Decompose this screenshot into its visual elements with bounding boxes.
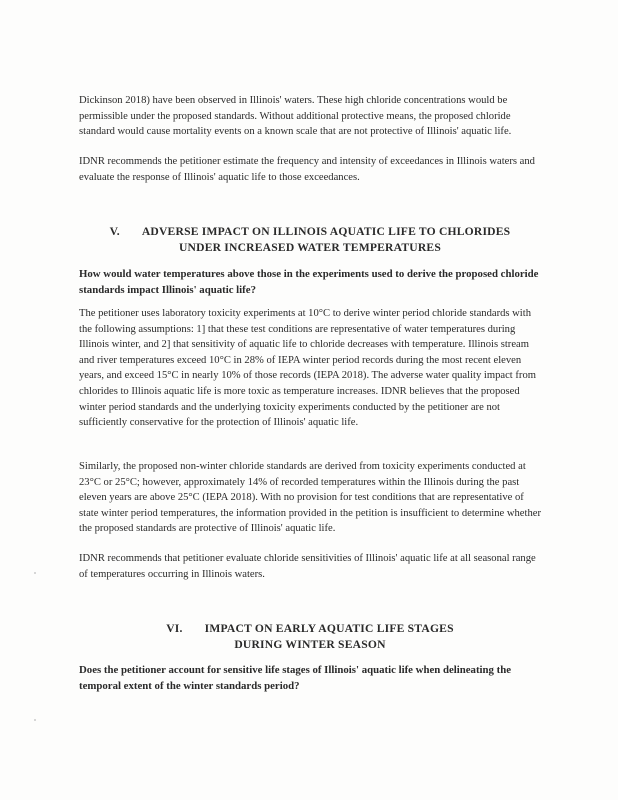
paragraph-intro: Dickinson 2018) have been observed in Illinois' waters. These high chloride concentrations would be permissible under the proposed standards. Without additional protective means, the proposed chloride standard would cause mortality events on a known scale that are not protective of Illinois' aquatic life. — [79, 95, 512, 138]
section-v-heading — [79, 224, 541, 255]
section-v-paragraph-recommendation: IDNR recommends that petitioner evaluate chloride sensitivities of Illinois' aquatic life at all seasonal range of temperatures occurring in Illinois waters. — [79, 553, 536, 580]
section-v-title-text1: ADVERSE IMPACT ON ILLINOIS AQUATIC LIFE TO CHLORIDES — [141, 225, 511, 238]
paragraph-recommendation-exceedances: IDNR recommends the petitioner estimate the frequency and intensity of exceedances in Illinois waters and evaluate the response of Illinois' aquatic life to those exceedances. — [79, 156, 535, 183]
section-vi-number: VI. — [166, 622, 183, 635]
section-v-paragraph-non-winter: Similarly, the proposed non-winter chloride standards are derived from toxicity experiments conducted at 23°C or 25°C; however, approximately 14% of recorded temperatures within the Illinois during the past eleven years are above 25°C (IEPA 2018). With no provision for test conditions that are representative of state winter period temperatures, the information provided in the petition is insufficient to determine whether the proposed standards are protective of Illinois' aquatic life. — [79, 461, 541, 535]
section-vi-heading — [79, 621, 541, 652]
section-vi-question: Does the petitioner account for sensitive life stages of Illinois' aquatic life when delineating the temporal extent of the winter standards period? — [79, 664, 512, 692]
section-vi-title-text1: IMPACT ON EARLY AQUATIC LIFE STAGES — [204, 622, 454, 635]
section-vi-title-line2: DURING WINTER SEASON — [234, 637, 386, 651]
section-vi-title-line1 — [79, 621, 541, 637]
section-v-number: V. — [109, 225, 120, 238]
section-v-question: How would water temperatures above those in the experiments used to derive the proposed chloride standards impact Illinois' aquatic life? — [79, 268, 539, 296]
scan-speck — [34, 719, 36, 721]
section-v-title-line1 — [79, 224, 541, 240]
section-v-paragraph-lab-experiments: The petitioner uses laboratory toxicity experiments at 10°C to derive winter period chloride standards with the following assumptions: 1] that these test conditions are representative of water temperatures during Illinois winter, and 2] that sensitivity of aquatic life to chloride decreases with temperature. Illinois stream and river temperatures exceed 10°C in 28% of IEPA winter period records during the most recent eleven years, and exceed 15°C in nearly 10% of those records (IEPA 2018). The adverse water quality impact from chlorides to Illinois aquatic life is more toxic as temperature increases. IDNR believes that the proposed winter period standards and the underlying toxicity experiments conducted by the petitioner are not sufficiently conservative for the protection of Illinois' aquatic life. — [79, 308, 536, 429]
section-v-title-line2: UNDER INCREASED WATER TEMPERATURES — [178, 240, 441, 254]
scan-speck — [34, 572, 36, 574]
